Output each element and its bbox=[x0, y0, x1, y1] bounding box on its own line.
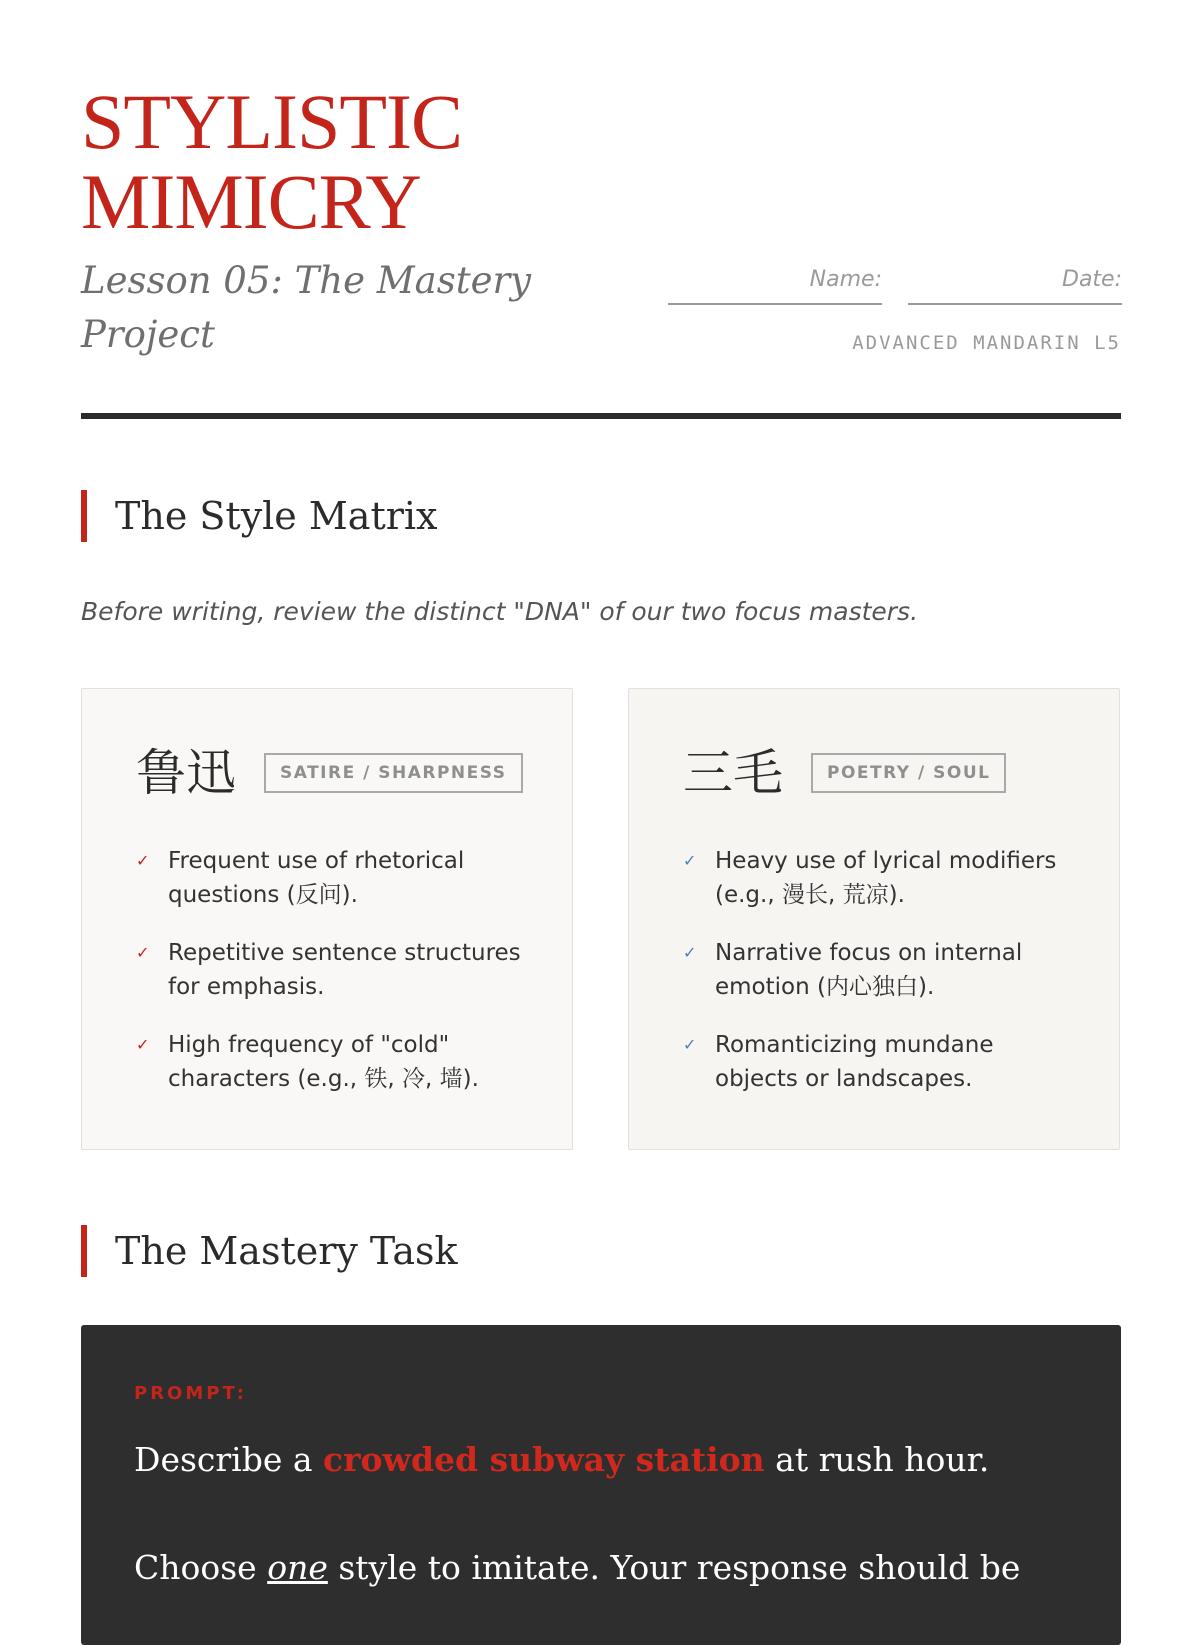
trait-item bbox=[683, 936, 1083, 1004]
author-card-sanmao bbox=[628, 688, 1120, 1150]
card-header bbox=[683, 743, 1006, 803]
check-icon: ✓ bbox=[683, 851, 697, 870]
style-badge: POETRY / SOUL bbox=[811, 753, 1006, 793]
worksheet-header bbox=[81, 0, 1121, 420]
prompt-emphasis: one bbox=[267, 1548, 328, 1587]
course-label: ADVANCED MANDARIN L5 bbox=[852, 332, 1121, 354]
trait-text: High frequency of "cold" characters (e.g., 铁, 冷, 墙). bbox=[168, 1032, 479, 1092]
style-matrix-intro: Before writing, review the distinct "DNA" of our two focus masters. bbox=[81, 597, 919, 626]
trait-list bbox=[683, 844, 1083, 1120]
date-field[interactable] bbox=[908, 265, 1122, 305]
check-icon: ✓ bbox=[136, 943, 150, 962]
trait-text: Repetitive sentence structures for emphasis. bbox=[168, 940, 521, 1000]
trait-item bbox=[136, 1028, 536, 1096]
trait-item bbox=[683, 1028, 1083, 1096]
title-line-1: STYLISTIC bbox=[81, 78, 462, 165]
name-label: Name: bbox=[809, 267, 882, 292]
check-icon: ✓ bbox=[683, 943, 697, 962]
prompt-text: style to imitate. Your response should be bbox=[327, 1548, 1021, 1587]
prompt-line-1 bbox=[134, 1438, 989, 1482]
style-badge: SATIRE / SHARPNESS bbox=[264, 753, 523, 793]
trait-list bbox=[136, 844, 536, 1120]
card-header bbox=[136, 743, 523, 803]
author-card-luxun bbox=[81, 688, 573, 1150]
check-icon: ✓ bbox=[136, 851, 150, 870]
prompt-line-2 bbox=[134, 1546, 1020, 1590]
title-line-2: MIMICRY bbox=[81, 158, 421, 245]
trait-item bbox=[136, 844, 536, 912]
prompt-highlight: crowded subway station bbox=[323, 1440, 765, 1479]
prompt-box bbox=[81, 1325, 1121, 1645]
lesson-subtitle: Lesson 05: The Mastery Project bbox=[81, 259, 532, 356]
trait-text: Romanticizing mundane objects or landscapes. bbox=[715, 1032, 994, 1092]
trait-text: Narrative focus on internal emotion (内心独白). bbox=[715, 940, 1023, 1000]
header-divider bbox=[81, 413, 1121, 419]
check-icon: ✓ bbox=[136, 1035, 150, 1054]
trait-item bbox=[683, 844, 1083, 912]
worksheet-page bbox=[81, 0, 1122, 1587]
trait-item bbox=[136, 936, 536, 1004]
prompt-text: Choose bbox=[134, 1548, 268, 1587]
author-name: 三毛 bbox=[683, 744, 783, 802]
prompt-label: PROMPT: bbox=[134, 1383, 247, 1404]
page-title bbox=[81, 78, 641, 245]
name-field[interactable] bbox=[668, 265, 882, 305]
prompt-text: at rush hour. bbox=[764, 1440, 990, 1479]
style-matrix-heading: The Style Matrix bbox=[81, 490, 437, 542]
trait-text: Heavy use of lyrical modifiers (e.g., 漫长, 荒凉). bbox=[715, 848, 1057, 908]
trait-text: Frequent use of rhetorical questions (反问). bbox=[168, 848, 465, 908]
prompt-text: Describe a bbox=[134, 1440, 324, 1479]
author-name: 鲁迅 bbox=[136, 744, 236, 802]
date-label: Date: bbox=[1062, 267, 1122, 292]
check-icon: ✓ bbox=[683, 1035, 697, 1054]
mastery-task-heading: The Mastery Task bbox=[81, 1225, 458, 1277]
